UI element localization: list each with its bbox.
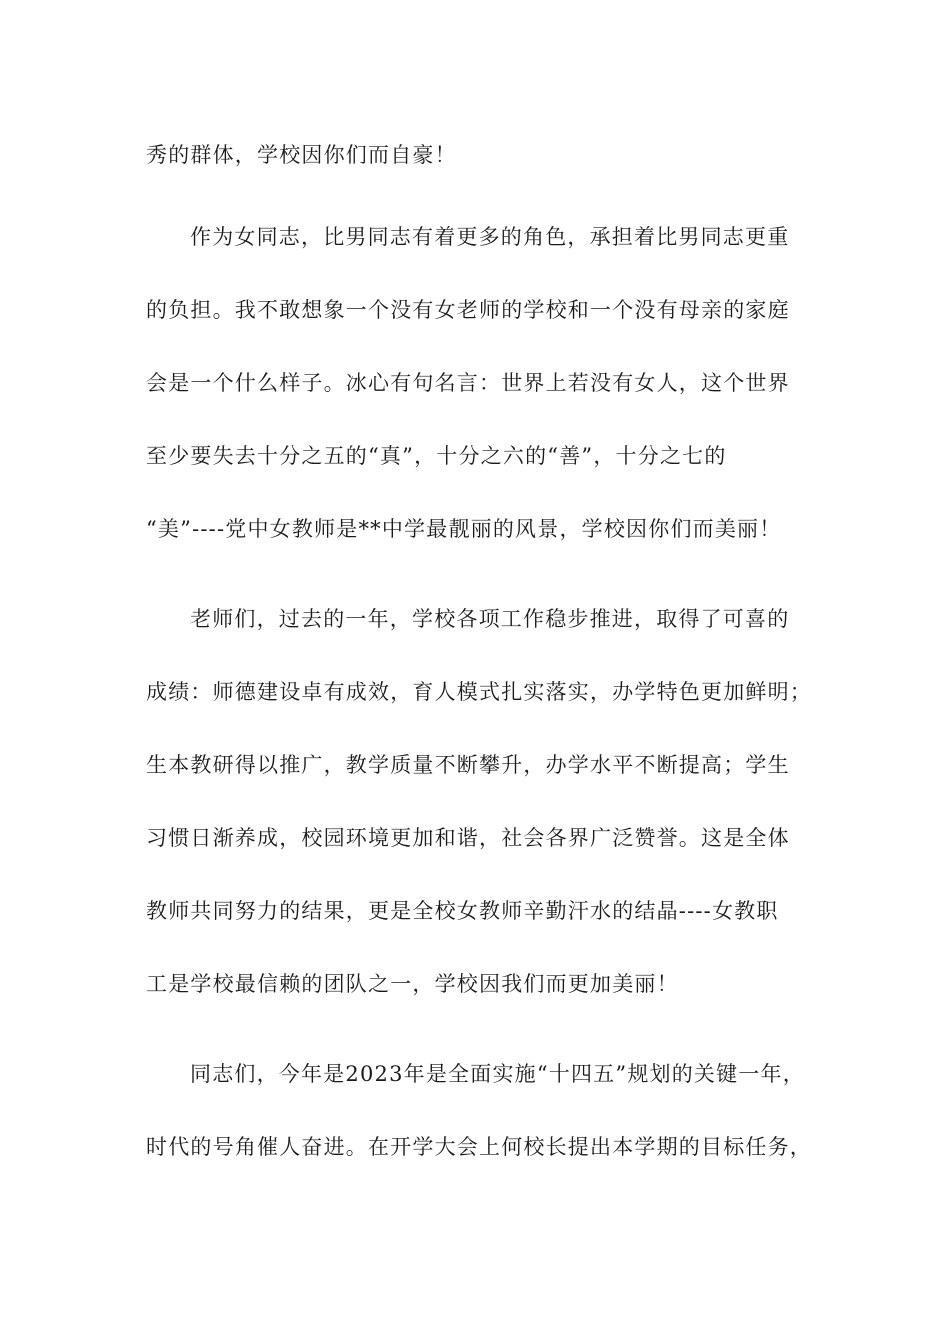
paragraph-3-line-4: 习惯日渐养成，校园环境更加和谐，社会各界广泛赞誉。这是全体 xyxy=(146,826,790,850)
paragraph-2-line-1: 作为女同志，比男同志有着更多的角色，承担着比男同志更重 xyxy=(190,225,790,249)
paragraph-3-line-6: 工是学校最信赖的团队之一，学校因我们而更加美丽！ xyxy=(146,972,679,996)
paragraph-3-line-2: 成绩：师德建设卓有成效，育人模式扎实落实，办学特色更加鲜明； xyxy=(146,680,812,704)
paragraph-3-line-5: 教师共同努力的结果，更是全校女教师辛勤汗水的结晶----女教职 xyxy=(146,899,779,923)
paragraph-4-line-1: 同志们，今年是2023年是全面实施“十四五”规划的关键一年， xyxy=(190,1062,805,1086)
paragraph-2-line-3: 会是一个什么样子。冰心有句名言：世界上若没有女人，这个世界 xyxy=(146,371,790,395)
text-line-1: 秀的群体，学校因你们而自豪！ xyxy=(146,143,457,167)
paragraph-2-line-5: “美”----党中女教师是**中学最靓丽的风景，学校因你们而美丽！ xyxy=(146,517,782,541)
paragraph-3-line-1: 老师们，过去的一年，学校各项工作稳步推进，取得了可喜的 xyxy=(190,607,790,631)
paragraph-2-line-2: 的负担。我不敢想象一个没有女老师的学校和一个没有母亲的家庭 xyxy=(146,298,790,322)
paragraph-4-line-2: 时代的号角催人奋进。在开学大会上何校长提出本学期的目标任务， xyxy=(146,1135,812,1159)
paragraph-2-line-4: 至少要失去十分之五的“真”，十分之六的“善”，十分之七的 xyxy=(146,444,727,468)
paragraph-3-line-3: 生本教研得以推广，教学质量不断攀升，办学水平不断提高；学生 xyxy=(146,753,790,777)
